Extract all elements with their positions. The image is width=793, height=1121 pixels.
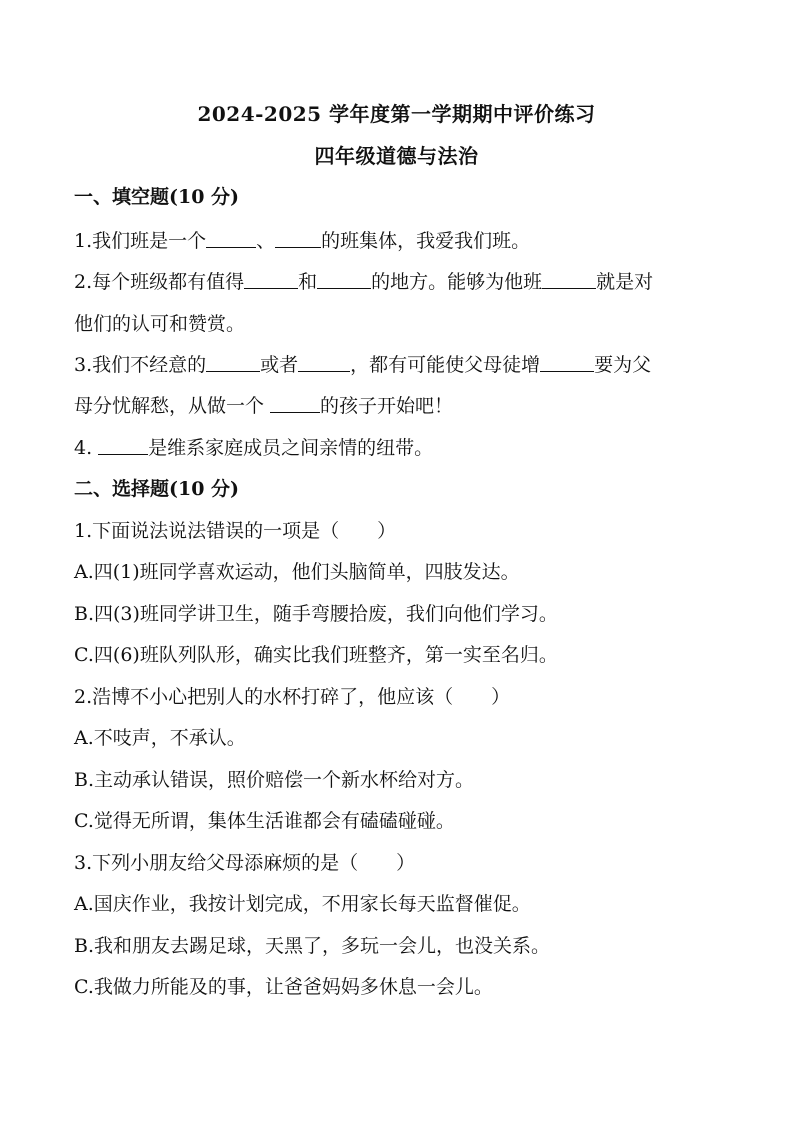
q3-text-d: 要为父: [594, 354, 652, 376]
choice-q2-option-b: B.主动承认错误，照价赔偿一个新水杯给对方。: [74, 769, 475, 791]
answer-blank[interactable]: [244, 270, 298, 289]
q2-text-b: 和: [298, 271, 318, 293]
choice-q3-option-a: A.国庆作业，我按计划完成，不用家长每天监督催促。: [74, 893, 531, 915]
q3-text-c: ，都有可能使父母徒增: [350, 354, 541, 376]
choice-q3-option-c: C.我做力所能及的事，让爸爸妈妈多休息一会儿。: [74, 976, 493, 998]
fill-in-question-1: [74, 226, 733, 253]
fill-in-question-4: [74, 433, 733, 460]
answer-blank[interactable]: [206, 353, 260, 372]
q1-text-c: 的班集体，我爱我们班。: [321, 230, 531, 252]
answer-blank[interactable]: [270, 394, 320, 413]
answer-blank[interactable]: [317, 270, 371, 289]
q3-text-e: 母分忧解愁，从做一个: [74, 395, 271, 417]
q4-text-a: 4.: [74, 437, 99, 459]
choice-q1-option-b: B.四(3)班同学讲卫生，随手弯腰拾废，我们向他们学习。: [74, 603, 558, 625]
q1-text-b: 、: [256, 230, 276, 252]
fill-in-question-3: [74, 350, 733, 377]
q2-text-a: 2.每个班级都有值得: [74, 271, 245, 293]
q3-text-a: 3.我们不经意的: [74, 354, 207, 376]
choice-heading: 二、选择题(10 分): [74, 478, 240, 500]
answer-blank[interactable]: [275, 229, 321, 248]
choice-q1-option-c: C.四(6)班队列队形，确实比我们班整齐，第一实至名归。: [74, 644, 558, 666]
answer-blank[interactable]: [540, 353, 594, 372]
fill-in-question-3-cont: [74, 391, 733, 418]
choice-q3-option-b: B.我和朋友去踢足球，天黑了，多玩一会儿，也没关系。: [74, 935, 551, 957]
fill-in-heading: 一、填空题(10 分): [74, 186, 240, 208]
choice-q1-option-a: A.四(1)班同学喜欢运动，他们头脑简单，四肢发达。: [74, 561, 520, 583]
answer-blank[interactable]: [98, 436, 148, 455]
worksheet-subtitle: 四年级道德与法治: [314, 144, 479, 168]
fill-in-question-2-cont: 他们的认可和赞赏。: [74, 313, 246, 335]
worksheet-title: 2024-2025 学年度第一学期期中评价练习: [197, 102, 596, 126]
q2-text-d: 就是对: [596, 271, 654, 293]
q3-text-b: 或者: [260, 354, 299, 376]
choice-q2-option-c: C.觉得无所谓，集体生活谁都会有磕磕碰碰。: [74, 810, 455, 832]
q3-text-f: 的孩子开始吧！: [320, 395, 454, 417]
q1-text-a: 1.我们班是一个: [74, 230, 207, 252]
choice-q2-option-a: A.不吱声，不承认。: [74, 727, 246, 749]
answer-blank[interactable]: [542, 270, 596, 289]
q4-text-b: 是维系家庭成员之间亲情的纽带。: [148, 437, 434, 459]
q2-text-c: 的地方。能够为他班: [371, 271, 543, 293]
answer-blank[interactable]: [298, 353, 350, 372]
answer-blank[interactable]: [206, 229, 256, 248]
choice-question-1: 1.下面说法说法错误的一项是（ ）: [74, 520, 397, 542]
choice-question-3: 3.下列小朋友给父母添麻烦的是（ ）: [74, 852, 416, 874]
choice-question-2: 2.浩博不小心把别人的水杯打碎了，他应该（ ）: [74, 686, 511, 708]
fill-in-question-2: [74, 267, 733, 294]
